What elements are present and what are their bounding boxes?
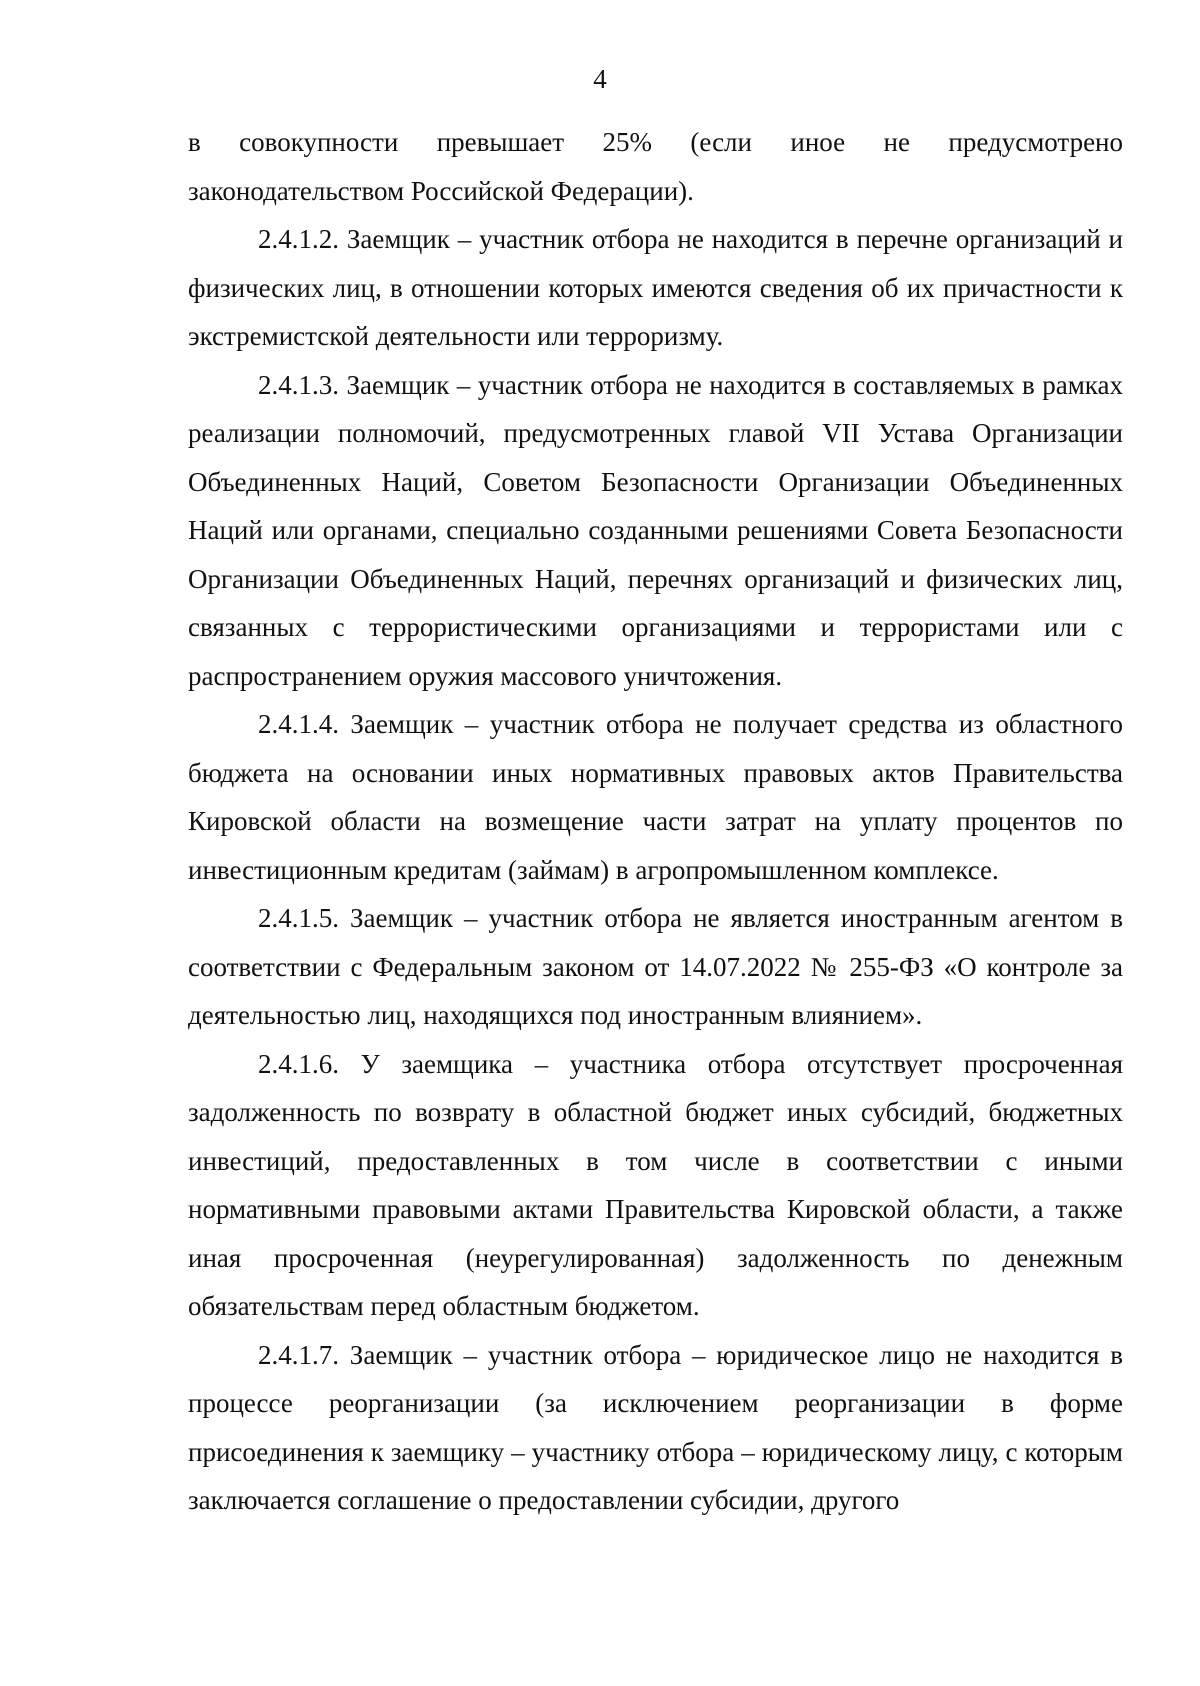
document-body — [188, 118, 1123, 1525]
paragraph-2-4-1-2: 2.4.1.2. Заемщик – участник отбора не находится в перечне организаций и физических лиц, в отношении которых имеются сведения об их причастности к экстремистской деятельности или терроризму. — [188, 224, 1123, 351]
paragraph-2-4-1-6: 2.4.1.6. У заемщика – участника отбора отсутствует просроченная задолженность по возврату в областной бюджет иных субсидий, бюджетных инвестиций, предоставленных в том числе в соответствии с иными нормативными правовыми актами Правительства Кировской области, а также иная просроченная (неурегулированная) задолженность по денежным обязательствам перед областным бюджетом. — [188, 1048, 1123, 1321]
paragraph-continuation: в совокупности превышает 25% (если иное не предусмотрено законодательством Российской Федерации). — [188, 127, 1123, 206]
paragraph-2-4-1-5: 2.4.1.5. Заемщик – участник отбора не является иностранным агентом в соответствии с Федеральным законом от 14.07.2022 № 255-ФЗ «О контроле за деятельностью лиц, находящихся под иностранным влиянием». — [188, 903, 1123, 1030]
page-number: 4 — [593, 64, 607, 94]
paragraph-2-4-1-3: 2.4.1.3. Заемщик – участник отбора не находится в составляемых в рамках реализации полномочий, предусмотренных главой VII Устава Организации Объединенных Наций, Советом Безопасности Организации Объединенных Наций или органами, специально созданными решениями Совета Безопасности Организации Объединенных Наций, перечнях организаций и физических лиц, связанных с террористическими организациями и террористами или с распространением оружия массового уничтожения. — [188, 369, 1123, 691]
paragraph-2-4-1-4: 2.4.1.4. Заемщик – участник отбора не получает средства из областного бюджета на основании иных нормативных правовых актов Правительства Кировской области на возмещение части затрат на уплату процентов по инвестиционным кредитам (займам) в агропромышленном комплексе. — [188, 709, 1123, 885]
paragraph-2-4-1-7: 2.4.1.7. Заемщик – участник отбора – юридическое лицо не находится в процессе реорганизации (за исключением реорганизации в форме присоединения к заемщику – участнику отбора – юридическому лицу, с которым заключается соглашение о предоставлении субсидии, другого — [188, 1339, 1123, 1515]
